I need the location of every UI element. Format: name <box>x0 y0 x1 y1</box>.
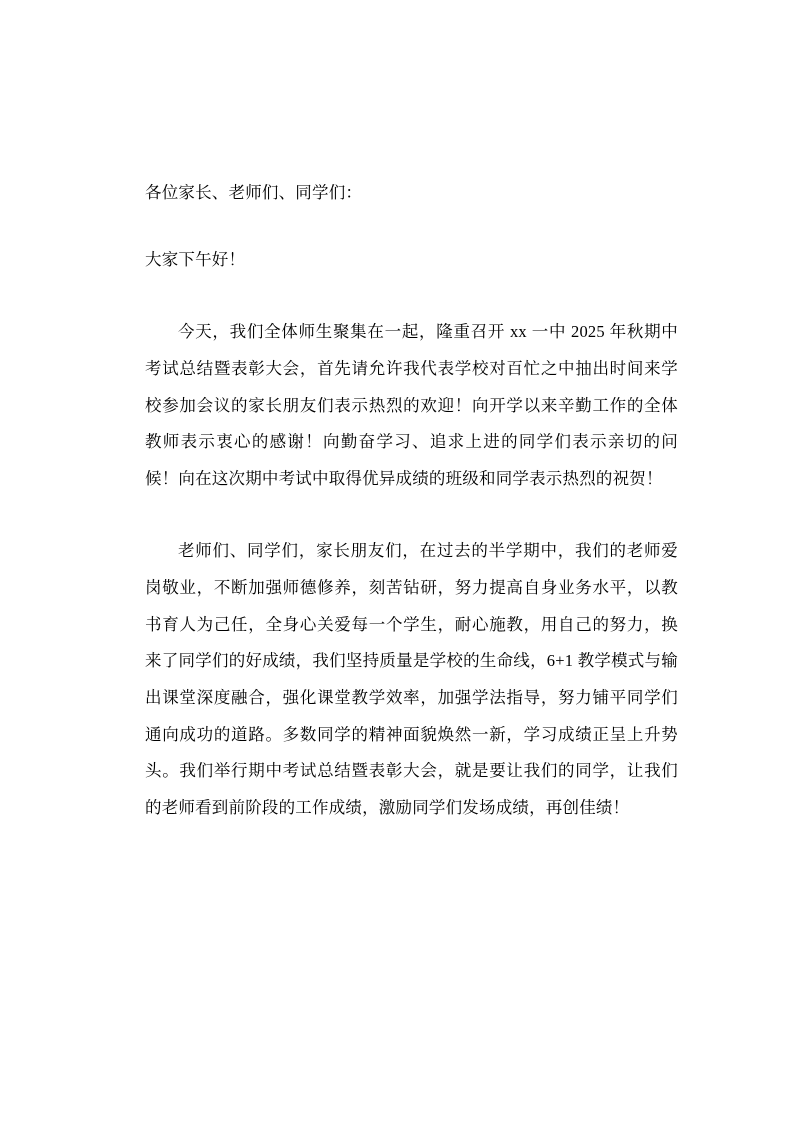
paragraph-greeting: 大家下午好！ <box>145 249 246 269</box>
paragraph-body-1: 今天，我们全体师生聚集在一起，隆重召开 xx 一中 2025 年秋期中考试总结暨表彰大会，首先请允许我代表学校对百忙之中抽出时间来学校参加会议的家长朋友们表示热烈的欢迎！向开学以来辛勤工作的全体教师表示衷心的感谢！向勤奋学习、追求上进的同学们表示亲切的问候！向在这次期中考试中取得优异成绩的班级和同学表示热烈的祝贺！ <box>145 322 678 488</box>
paragraph-body-2: 老师们、同学们，家长朋友们，在过去的半学期中，我们的老师爱岗敬业，不断加强师德修养，刻苦钻研，努力提高自身业务水平，以教书育人为己任，全身心关爱每一个学生，耐心施教，用自己的努力，换来了同学们的好成绩，我们坚持质量是学校的生命线，6+1 教学模式与输出课堂深度融合，强化课堂教学效率，加强学法指导，努力铺平同学们通向成功的道路。多数同学的精神面貌焕然一新，学习成绩正呈上升势头。我们举行期中考试总结暨表彰大会，就是要让我们的同学，让我们的老师看到前阶段的工作成绩，激励同学们发场成绩，再创佳绩！ <box>145 541 678 817</box>
paragraph-salutation: 各位家长、老师们、同学们： <box>145 183 363 202</box>
